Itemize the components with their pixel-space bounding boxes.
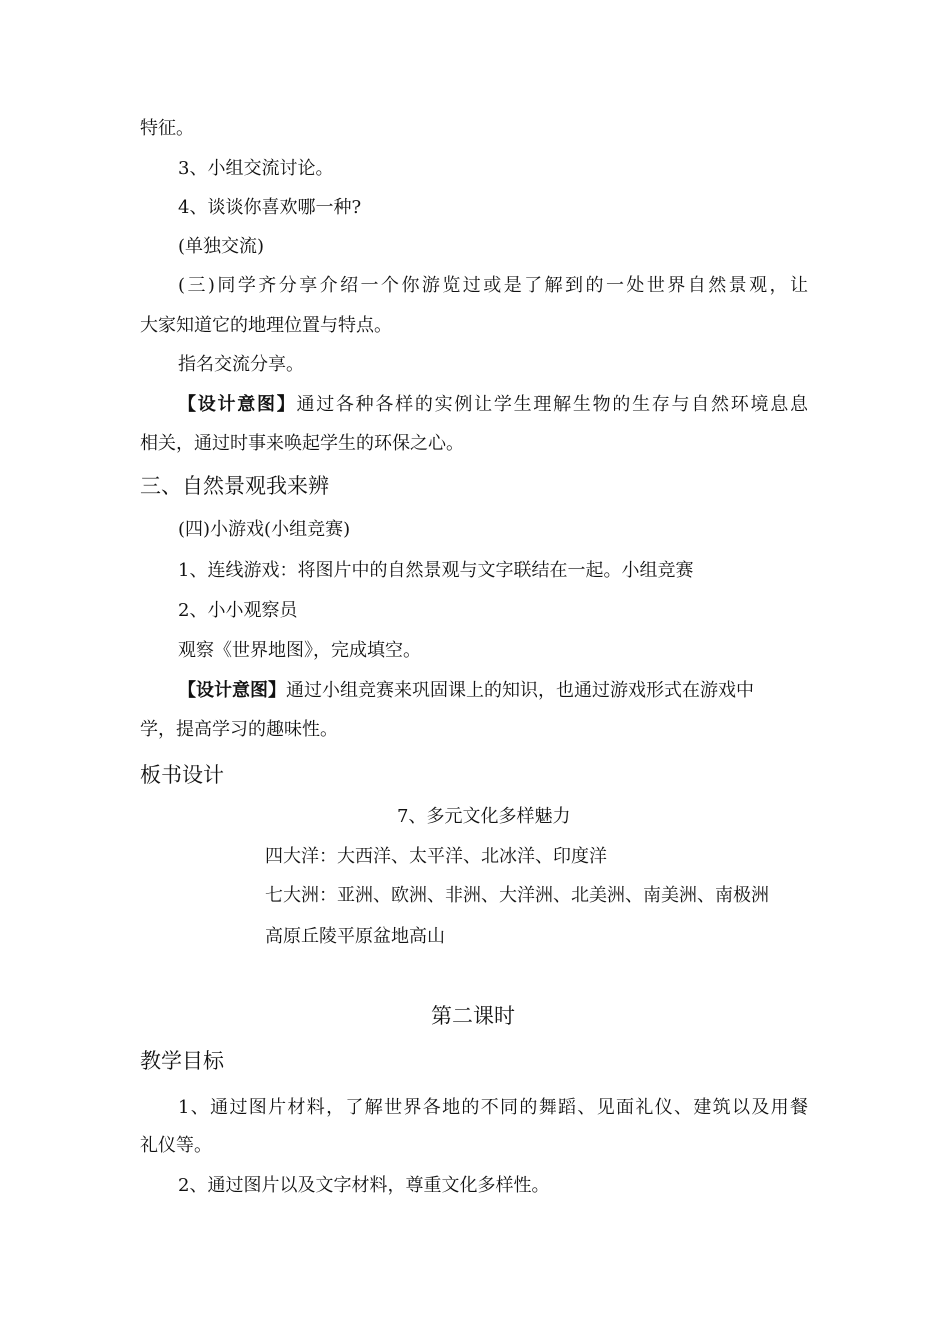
board-title: 7、多元文化多样魅力 [397,806,571,827]
design-intent-text: 通过各种各样的实例让学生理解生物的生存与自然环境息息 [296,394,808,415]
list-item: 1、连线游戏：将图片中的自然景观与文字联结在一起。小组竞赛 [178,560,694,581]
paragraph-line: 学，提高学习的趣味性。 [140,719,338,740]
design-intent-line [178,393,808,417]
paragraph-line: 特征。 [140,118,194,139]
list-item: 2、通过图片以及文字材料，尊重文化多样性。 [178,1175,550,1196]
section-heading: 三、自然景观我来辨 [140,474,329,498]
paragraph-line: (单独交流) [178,236,265,257]
paragraph-line: 礼仪等。 [140,1135,212,1156]
board-line: 四大洋：大西洋、太平洋、北冰洋、印度洋 [265,846,607,867]
paragraph-line: 相关，通过时事来唤起学生的环保之心。 [140,433,464,454]
list-item: 2、小小观察员 [178,600,298,621]
paragraph-line: (四)小游戏(小组竞赛) [178,519,351,540]
list-item: 3、小组交流讨论。 [178,158,334,179]
design-intent-text: 通过小组竞赛来巩固课上的知识，也通过游戏形式在游戏中 [286,680,754,701]
section-heading: 板书设计 [140,763,224,787]
list-item: 1、通过图片材料，了解世界各地的不同的舞蹈、见面礼仪、建筑以及用餐 [178,1097,808,1118]
section-heading: 教学目标 [140,1049,224,1073]
board-line: 高原丘陵平原盆地高山 [265,926,445,947]
lesson-title: 第二课时 [431,1004,515,1028]
paragraph-line: 大家知道它的地理位置与特点。 [140,315,392,336]
design-intent-label: 【设计意图】 [178,394,297,415]
board-line: 七大洲：亚洲、欧洲、非洲、大洋洲、北美洲、南美洲、南极洲 [265,885,769,906]
design-intent-label: 【设计意图】 [178,680,286,701]
paragraph-line: (三)同学齐分享介绍一个你游览过或是了解到的一处世界自然景观，让 [178,275,808,296]
paragraph-line: 指名交流分享。 [178,354,304,375]
list-item: 4、谈谈你喜欢哪一种? [178,197,362,218]
paragraph-line: 观察《世界地图》，完成填空。 [178,640,421,661]
design-intent-line [178,679,754,703]
